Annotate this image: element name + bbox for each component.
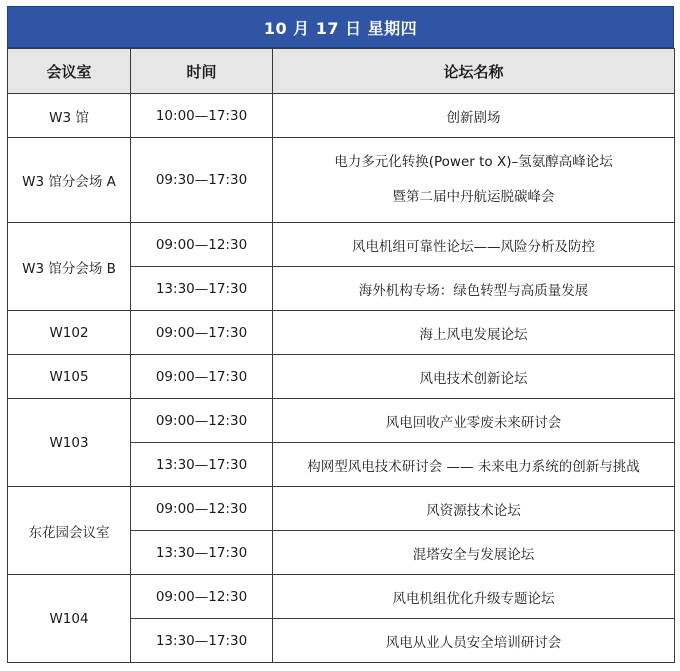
header-row [8,49,675,94]
forum-title-line-2: 暨第二届中丹航运脱碳峰会 [392,188,555,205]
forum-cell: 海上风电发展论坛 [273,311,675,355]
room-cell: 东花园会议室 [8,487,131,575]
forum-cell: 风电机组可靠性论坛——风险分析及防控 [273,223,675,267]
forum-cell: 构网型风电技术研讨会 —— 未来电力系统的创新与挑战 [273,443,675,487]
forum-title-line-1: 电力多元化转换(Power to X)–氢氨醇高峰论坛 [334,153,613,170]
forum-cell: 风电技术创新论坛 [273,355,675,399]
time-cell: 09:00—17:30 [131,355,273,399]
header-room: 会议室 [8,49,131,94]
table-row [8,487,675,531]
forum-cell: 海外机构专场：绿色转型与高质量发展 [273,267,675,311]
table-row [8,94,675,138]
forum-cell: 风电机组优化升级专题论坛 [273,575,675,619]
time-cell: 09:00—17:30 [131,311,273,355]
table-row [8,138,675,223]
forum-cell: 风资源技术论坛 [273,487,675,531]
forum-cell: 混塔安全与发展论坛 [273,531,675,575]
forum-cell [273,138,675,223]
forum-cell: 风电回收产业零废未来研讨会 [273,399,675,443]
table-row [8,575,675,619]
table-row [8,399,675,443]
table-row [8,311,675,355]
header-forum: 论坛名称 [273,49,675,94]
table-row [8,223,675,267]
schedule-sheet [7,6,674,663]
forum-cell: 创新剧场 [273,94,675,138]
time-cell: 13:30—17:30 [131,443,273,487]
time-cell: 13:30—17:30 [131,619,273,663]
time-cell: 09:00—12:30 [131,399,273,443]
time-cell: 10:00—17:30 [131,94,273,138]
room-cell: W102 [8,311,131,355]
time-cell: 09:00—12:30 [131,487,273,531]
room-cell: W3 馆 [8,94,131,138]
time-cell: 13:30—17:30 [131,267,273,311]
forum-cell: 风电从业人员安全培训研讨会 [273,619,675,663]
room-cell: W104 [8,575,131,663]
room-cell: W103 [8,399,131,487]
time-cell: 09:30—17:30 [131,138,273,223]
time-cell: 09:00—12:30 [131,223,273,267]
time-cell: 09:00—12:30 [131,575,273,619]
room-cell: W3 馆分会场 A [8,138,131,223]
room-cell: W3 馆分会场 B [8,223,131,311]
schedule-table [7,48,675,663]
room-cell: W105 [8,355,131,399]
table-row [8,355,675,399]
date-title: 10 月 17 日 星期四 [263,18,418,38]
time-cell: 13:30—17:30 [131,531,273,575]
date-banner [7,6,674,48]
header-time: 时间 [131,49,273,94]
